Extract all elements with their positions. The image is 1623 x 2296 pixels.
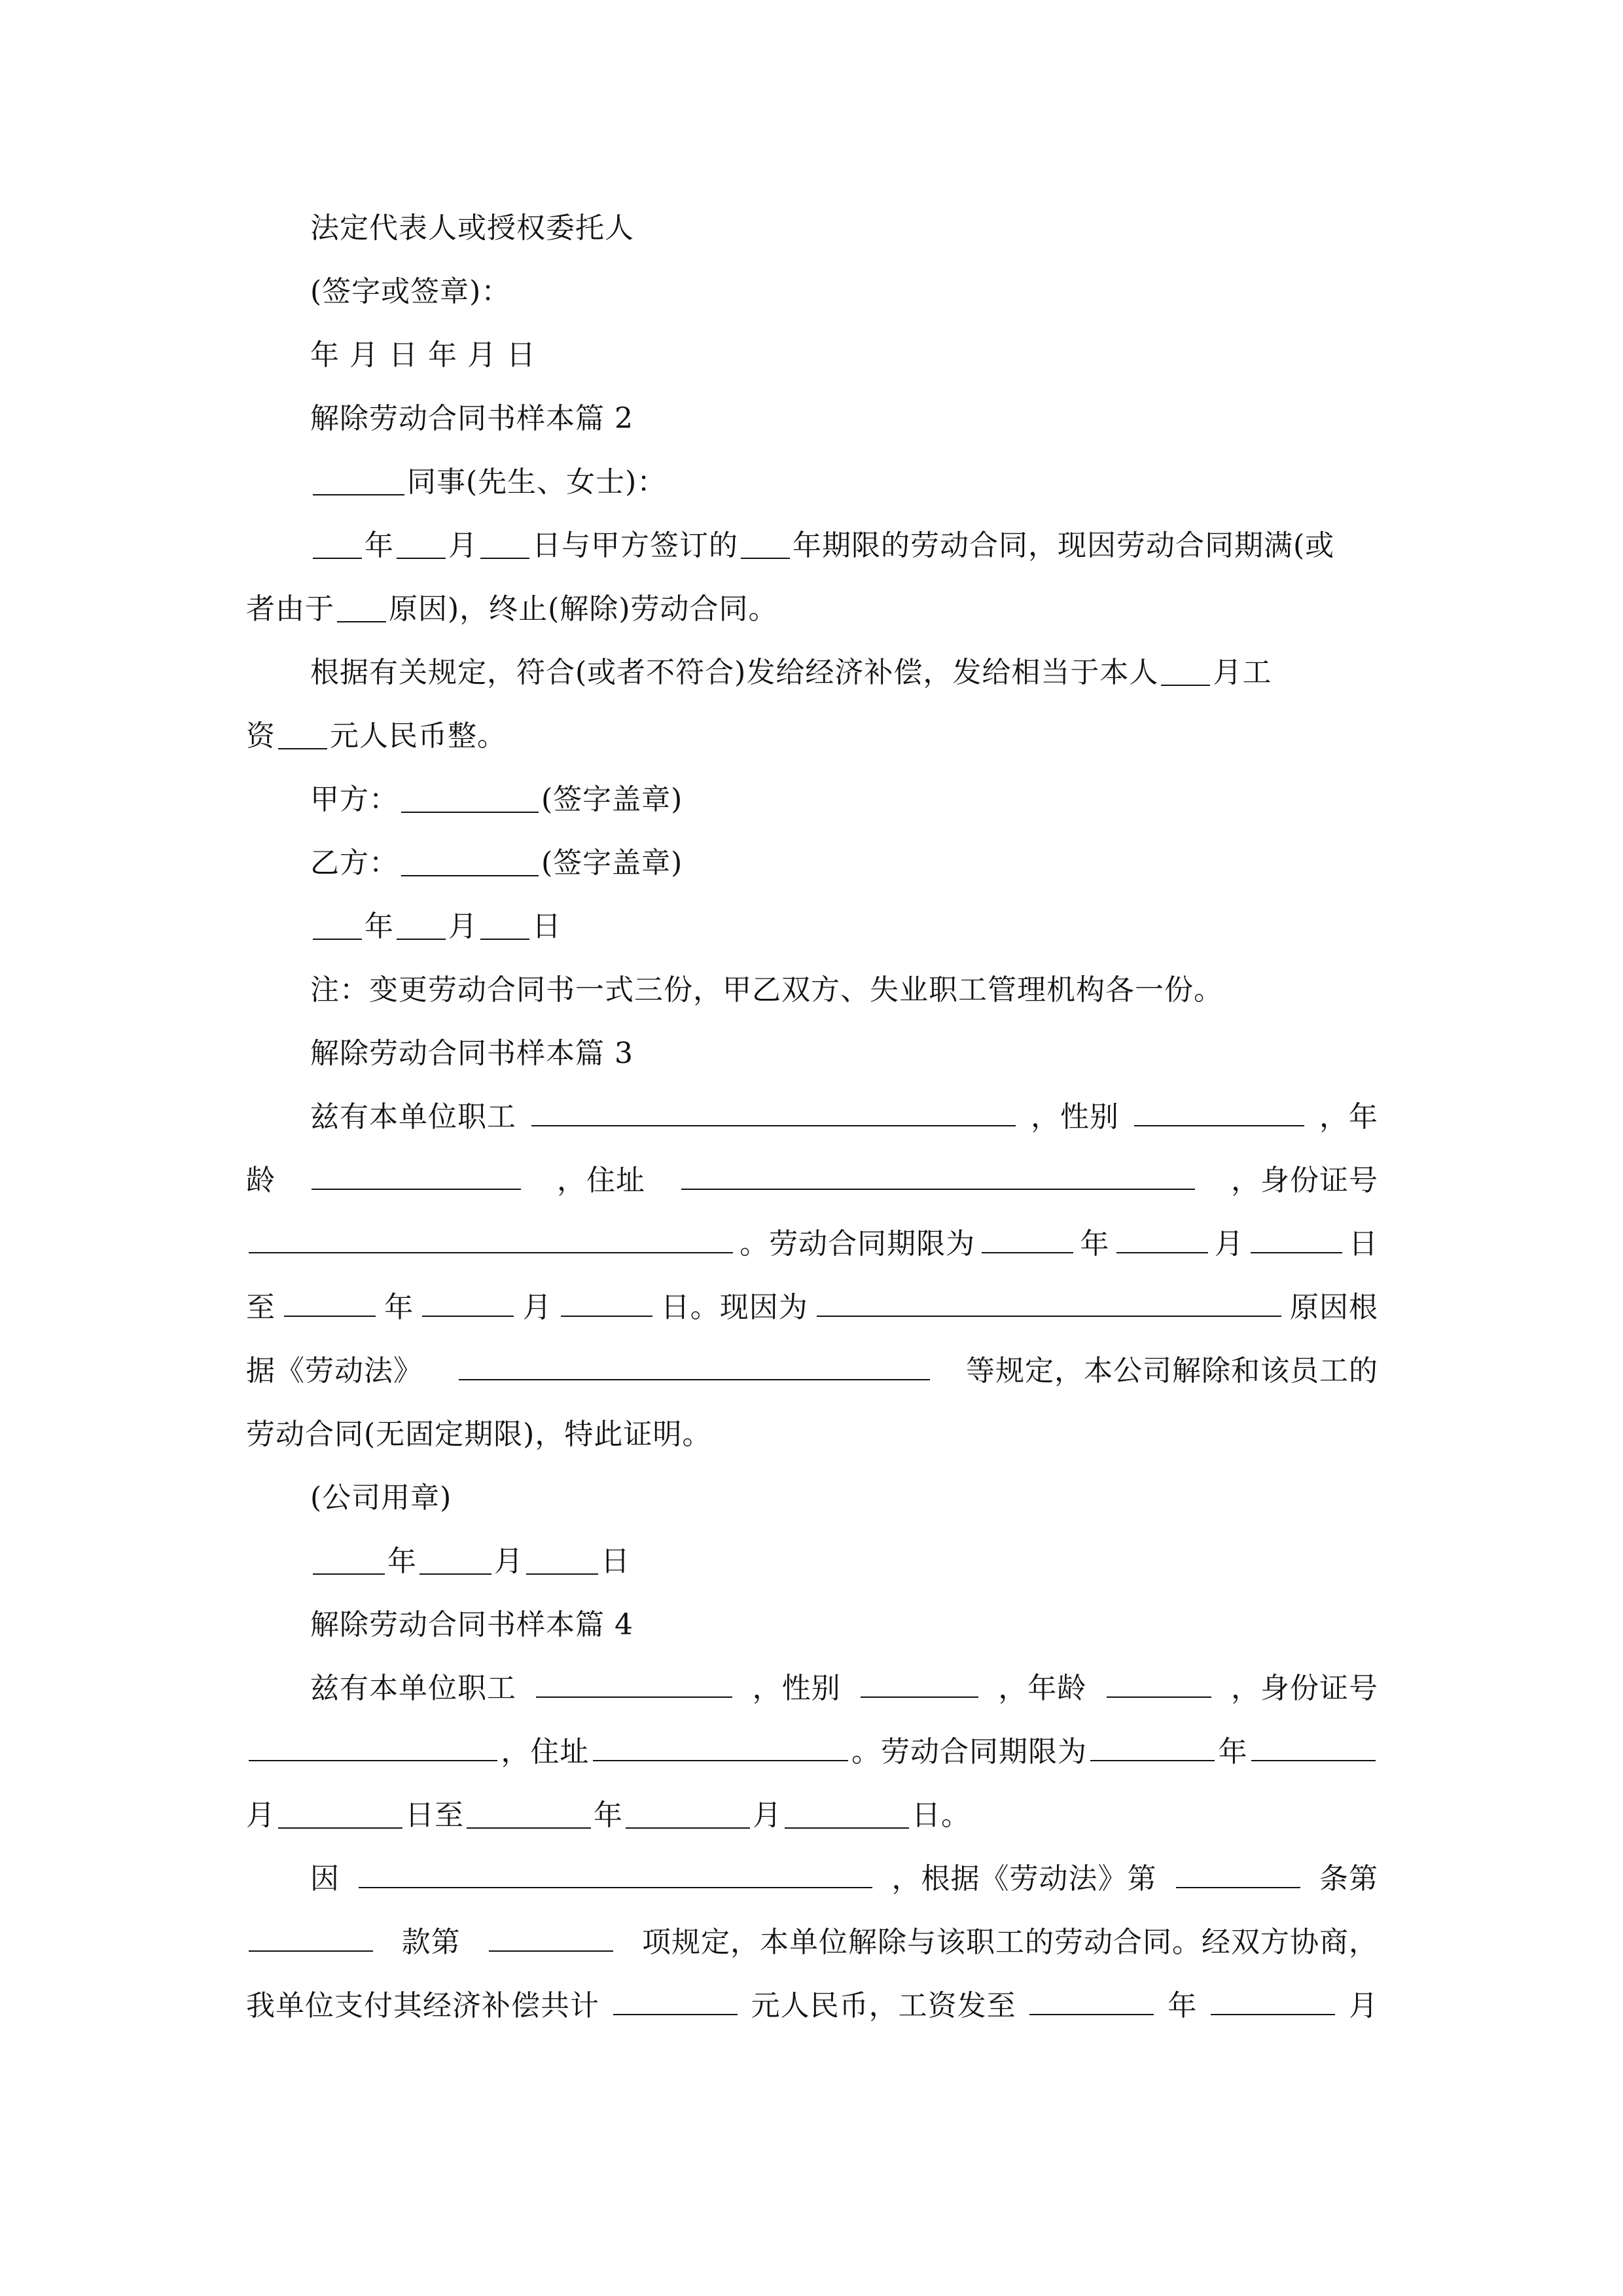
text: 原因根 <box>1290 1291 1378 1324</box>
blank <box>401 785 539 813</box>
text: 元人民币，工资发至 <box>751 1989 1016 2022</box>
blank <box>526 1547 598 1575</box>
blank <box>1116 1226 1208 1253</box>
blank <box>1251 1226 1342 1253</box>
s3-line-4 <box>246 1276 1378 1339</box>
blank <box>1134 1099 1304 1126</box>
legal-representative-line <box>246 196 1378 260</box>
text: 同事(先生、女士)： <box>407 465 667 499</box>
text: 月 <box>522 1291 552 1324</box>
text: 日。 <box>912 1799 971 1832</box>
blank <box>561 1289 652 1317</box>
text: 乙方： <box>310 846 399 880</box>
text: (签字盖章) <box>541 846 683 880</box>
text: ，身份证号 <box>1230 1672 1378 1705</box>
blank <box>249 1734 497 1761</box>
text: 注：变更劳动合同书一式三份，甲乙双方、失业职工管理机构各一份。 <box>310 973 1223 1007</box>
blank <box>313 1547 385 1575</box>
text: 款第 <box>401 1926 461 1959</box>
section-title: 解除劳动合同书样本篇 3 <box>310 1037 633 1070</box>
s2-party-b <box>246 831 1378 895</box>
s3-line-6 <box>246 1403 1378 1466</box>
section-title-4 <box>246 1593 1378 1657</box>
text: 月工 <box>1213 656 1272 689</box>
text: 项规定，本单位解除与该职工的劳动合同。经双方协商， <box>641 1926 1378 1959</box>
s3-line-3 <box>246 1212 1378 1276</box>
blank <box>1107 1670 1211 1698</box>
text: 年 月 日 年 月 日 <box>310 338 536 372</box>
text: 龄 <box>246 1164 276 1197</box>
text: 月 <box>448 910 478 943</box>
document-page <box>246 196 1378 2037</box>
text: 月 <box>1348 1989 1378 2022</box>
section-title-3 <box>246 1022 1378 1085</box>
s3-line-1 <box>246 1085 1378 1149</box>
text: 。劳动合同期限为 <box>740 1227 976 1261</box>
text: 原因)，终止(解除)劳动合同。 <box>389 592 778 626</box>
blank <box>817 1289 1281 1317</box>
text: 元人民币整。 <box>330 719 507 753</box>
blank <box>741 531 790 559</box>
text: 年 <box>1218 1735 1248 1768</box>
blank <box>626 1801 750 1829</box>
text: ，根据《劳动法》第 <box>891 1862 1157 1895</box>
blank <box>1090 1734 1215 1761</box>
text: ，身份证号 <box>1231 1164 1378 1197</box>
text: 我单位支付其经济补偿共计 <box>246 1989 599 2022</box>
blank <box>785 1801 909 1829</box>
section-title-2 <box>246 387 1378 450</box>
text: 日。现因为 <box>660 1291 808 1324</box>
blank <box>536 1670 732 1698</box>
s4-line-6 <box>246 1974 1378 2037</box>
blank <box>593 1734 848 1761</box>
blank <box>278 722 327 749</box>
text: 年期限的劳动合同，现因劳动合同期满(或 <box>793 529 1335 562</box>
text: 者由于 <box>246 592 334 626</box>
blank <box>613 1988 738 2015</box>
text-group <box>310 514 1334 577</box>
blank <box>1176 1861 1300 1888</box>
blank <box>1211 1988 1335 2015</box>
text: 法定代表人或授权委托人 <box>310 211 634 245</box>
blank <box>312 1162 521 1190</box>
blank <box>337 595 386 622</box>
s3-seal <box>246 1466 1378 1530</box>
text: 日 <box>601 1545 630 1578</box>
text: 日至 <box>405 1799 464 1832</box>
text: 年 <box>1080 1227 1110 1261</box>
s3-line-5 <box>246 1339 1378 1403</box>
s2-date <box>246 895 1378 958</box>
s4-line-2 <box>246 1720 1378 1784</box>
section-title: 解除劳动合同书样本篇 4 <box>310 1608 633 1641</box>
text: ，年龄 <box>998 1672 1087 1705</box>
text: (公司用章) <box>310 1481 452 1515</box>
s4-line-1 <box>246 1657 1378 1720</box>
s2-note <box>246 958 1378 1022</box>
text: 月 <box>753 1799 782 1832</box>
blank <box>467 1801 591 1829</box>
text: 年 <box>387 1545 417 1578</box>
text: 因 <box>310 1862 340 1895</box>
text: 劳动合同(无固定期限)，特此证明。 <box>246 1418 712 1451</box>
s4-line-4 <box>246 1847 1378 1910</box>
text: 年 <box>365 529 394 562</box>
text: (签字或签章)： <box>310 275 511 308</box>
text: 年 <box>384 1291 414 1324</box>
text: 日 <box>532 910 562 943</box>
blank <box>489 1924 613 1952</box>
blank <box>313 531 362 559</box>
text: 兹有本单位职工 <box>310 1100 516 1134</box>
s2-paragraph-2-line-2 <box>246 704 1378 768</box>
blank <box>397 912 446 940</box>
blank <box>401 849 539 876</box>
blank <box>359 1861 872 1888</box>
text: 日与甲方签订的 <box>532 529 738 562</box>
blank <box>861 1670 978 1698</box>
blank <box>422 1289 514 1317</box>
blank <box>459 1353 930 1380</box>
blank <box>982 1226 1073 1253</box>
text: 。劳动合同期限为 <box>851 1735 1087 1768</box>
s2-party-a <box>246 768 1378 831</box>
text: 月 <box>448 529 478 562</box>
text: ，住址 <box>501 1735 590 1768</box>
s3-line-2 <box>246 1149 1378 1212</box>
text: 年 <box>365 910 394 943</box>
text: 条第 <box>1319 1862 1378 1895</box>
text: 等规定，本公司解除和该员工的 <box>966 1354 1378 1388</box>
s3-date <box>246 1530 1378 1593</box>
blank <box>419 1547 491 1575</box>
text: 月 <box>246 1799 276 1832</box>
date-line <box>246 323 1378 387</box>
text: 兹有本单位职工 <box>310 1672 516 1705</box>
blank <box>681 1162 1195 1190</box>
text: 据《劳动法》 <box>246 1354 423 1388</box>
blank <box>249 1226 733 1253</box>
blank <box>249 1924 373 1952</box>
s2-paragraph-1-line-2 <box>246 577 1378 641</box>
text: ，性别 <box>752 1672 841 1705</box>
s2-greeting <box>246 450 1378 514</box>
blank <box>278 1801 402 1829</box>
text: 年 <box>1168 1989 1198 2022</box>
blank <box>1251 1734 1376 1761</box>
blank <box>284 1289 376 1317</box>
blank <box>480 531 529 559</box>
text: 月 <box>1214 1227 1244 1261</box>
blank <box>397 531 446 559</box>
text: (签字盖章) <box>541 783 683 816</box>
blank-name <box>313 468 404 495</box>
s4-line-5 <box>246 1910 1378 1974</box>
blank <box>1029 1988 1154 2015</box>
text: 资 <box>246 719 276 753</box>
s2-paragraph-1-line-1 <box>246 514 1378 577</box>
text: ，住址 <box>557 1164 645 1197</box>
blank <box>480 912 529 940</box>
s2-paragraph-2-line-1 <box>246 641 1378 704</box>
text: 至 <box>246 1291 276 1324</box>
s4-line-3 <box>246 1784 1378 1847</box>
section-title: 解除劳动合同书样本篇 2 <box>310 402 633 435</box>
text: 日 <box>1348 1227 1378 1261</box>
blank <box>531 1099 1016 1126</box>
text-group <box>310 641 1272 704</box>
text: ，年 <box>1319 1100 1378 1134</box>
blank <box>1161 658 1210 686</box>
text: 年 <box>594 1799 623 1832</box>
text: 根据有关规定，符合(或者不符合)发给经济补偿，发给相当于本人 <box>310 656 1159 689</box>
signature-line <box>246 260 1378 323</box>
text: 月 <box>494 1545 524 1578</box>
blank <box>313 912 362 940</box>
text: ，性别 <box>1031 1100 1119 1134</box>
text: 甲方： <box>310 783 399 816</box>
